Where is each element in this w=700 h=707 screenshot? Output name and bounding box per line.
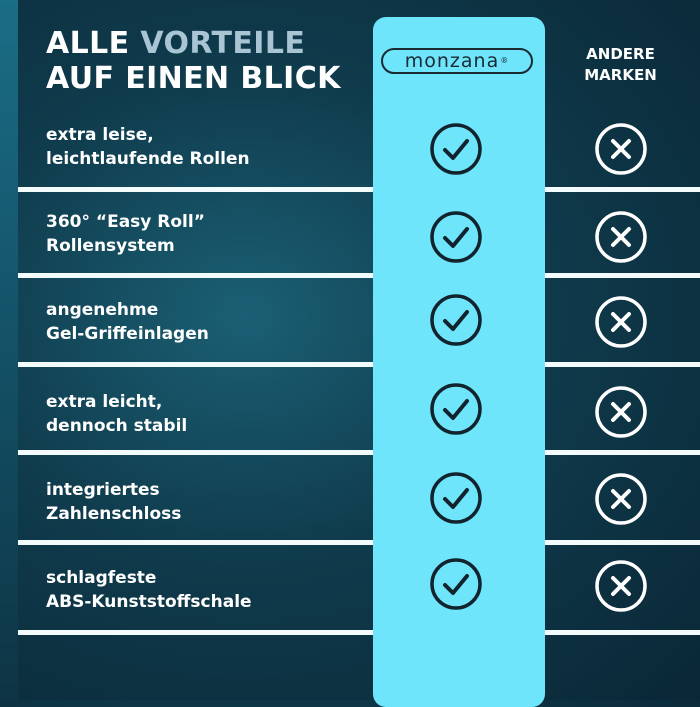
row-divider [18,540,373,545]
title-word-alle: ALLE [46,26,130,61]
monzana-logo [381,48,533,74]
row-divider [545,273,700,278]
feature-line: Rollensystem [46,236,175,256]
check-icon [429,471,483,525]
cross-icon [594,385,648,439]
row-divider [545,362,700,367]
cross-icon [594,295,648,349]
feature-row-6-text [46,566,356,614]
check-icon [429,382,483,436]
check-icon [429,293,483,347]
feature-line: ABS-Kunststoffschale [46,592,252,612]
other-brands-line2: MARKEN [584,66,657,84]
page-title [46,26,341,96]
cross-icon [594,210,648,264]
title-word-vorteile: VORTEILE [140,26,306,61]
feature-line: Gel-Griffeinlagen [46,324,209,344]
feature-line: Zahlenschloss [46,504,182,524]
feature-row-1-text [46,123,356,171]
cross-icon [594,122,648,176]
left-edge-bar [0,0,18,700]
row-divider [18,273,373,278]
check-icon [429,210,483,264]
feature-line: 360° “Easy Roll” [46,212,205,232]
feature-row-4-text [46,390,356,438]
cross-icon [594,472,648,526]
row-divider [545,450,700,455]
logo-text: monzana [404,49,500,72]
row-divider [18,450,373,455]
cross-icon [594,559,648,613]
row-divider [18,187,373,192]
feature-line: schlagfeste [46,568,157,588]
row-divider [545,187,700,192]
feature-row-2-text [46,210,356,258]
row-divider [18,362,373,367]
title-line-2: AUF EINEN BLICK [46,61,341,96]
feature-line: angenehme [46,300,159,320]
check-icon [429,557,483,611]
feature-line: dennoch stabil [46,416,188,436]
feature-line: extra leicht, [46,392,163,412]
check-icon [429,122,483,176]
feature-line: extra leise, [46,125,154,145]
feature-row-5-text [46,478,356,526]
other-brands-header [558,44,683,86]
row-divider [18,630,373,635]
feature-row-3-text [46,298,356,346]
feature-line: integriertes [46,480,160,500]
registered-mark: ® [500,56,510,65]
feature-line: leichtlaufende Rollen [46,149,250,169]
row-divider [545,630,700,635]
row-divider [545,540,700,545]
other-brands-line1: ANDERE [586,45,655,63]
